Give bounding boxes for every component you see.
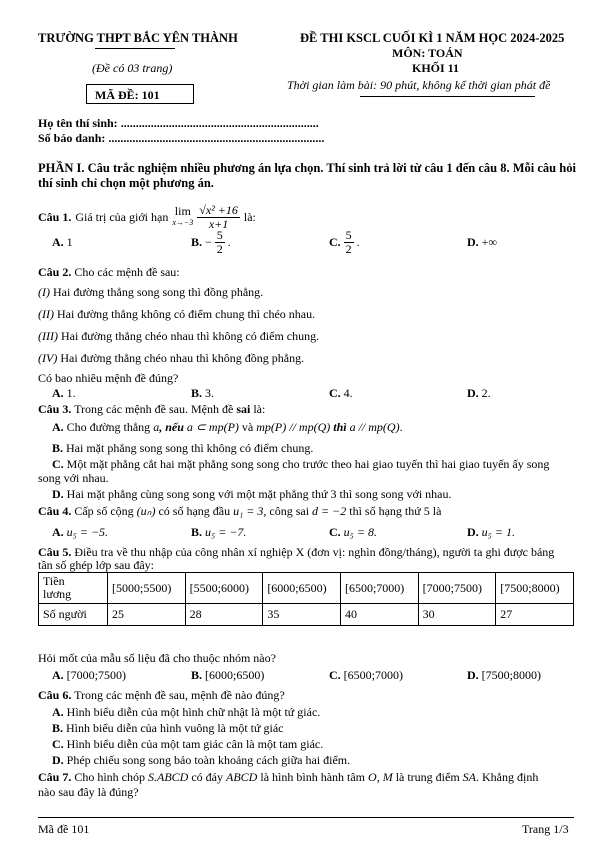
q2-option-c[interactable]: C. 4. [329,386,353,400]
q3-option-b[interactable]: B. Hai mặt phẳng song song thì không có điểm chung. [52,441,314,455]
q2-statement-4: (IV) Hai đường thẳng chéo nhau thì không đồng phẳng. [38,351,305,365]
q3-stem: Câu 3. Trong các mệnh đề sau. Mệnh đề sai là: [38,402,266,416]
candidate-id-row [38,131,324,146]
q4-stem: Câu 4. Cấp số cộng (uₙ) có số hạng đầu u₁ = 3, công sai d = −2 thì số hạng thứ 5 là [38,504,442,518]
q3-option-c-line2: song với nhau. [38,471,109,485]
table-cell: 35 [263,604,341,626]
q6-option-b[interactable]: B. Hình biểu diễn của hình vuông là một tứ giác [52,721,284,735]
q2-statement-2: (II) Hai đường thẳng không có điểm chung thì chéo nhau. [38,307,316,321]
q3-option-a[interactable]: A. Cho đường thẳng a, nếu a ⊂ mp(P) và mp(P) // mp(Q) thì a // mp(Q). [52,420,403,434]
table-cell: 40 [340,604,418,626]
q5-option-a[interactable]: A. [7000;7500) [52,668,126,682]
q5-stem-line2: tần số ghép lớp sau đây: [38,558,154,572]
footer-page-number: Trang 1/3 [522,822,569,836]
q1-text: Giá trị của giới hạn [75,209,169,224]
table-header-cell: Số người [39,604,108,626]
q2-statement-1: (I) Hai đường thẳng song song thì đồng phẳng. [38,285,264,299]
q4-option-d[interactable]: D. u₅ = 1. [467,525,515,539]
candidate-name-dots: .................................................................. [120,116,319,130]
table-cell: [7500;8000) [496,573,574,604]
table-row [39,604,574,626]
time-underline [360,96,535,97]
q6-option-a[interactable]: A. Hình biểu diễn của một hình chữ nhật là một tứ giác. [52,705,321,719]
q1-option-c[interactable]: C. $\frac{5}{2}$ . [329,228,360,256]
footer-rule [38,817,574,818]
q5-question: Hỏi mốt của mẫu số liệu đã cho thuộc nhóm nào? [38,651,276,665]
table-cell: [6500;7000) [340,573,418,604]
footer-exam-code: Mã đề 101 [38,822,90,836]
q1-limit: lim x→−3 [172,204,194,227]
q2-statement-3: (III) Hai đường thẳng chéo nhau thì không có điểm chung. [38,329,320,343]
table-cell: [5500;6000) [185,573,263,604]
q5-option-c[interactable]: C. [6500;7000) [329,668,403,682]
school-name: TRƯỜNG THPT BẮC YÊN THÀNH [38,31,238,45]
q1-tail: là: [243,209,256,224]
q5-option-b[interactable]: B. [6000;6500) [191,668,265,682]
q2-stem: Câu 2. Cho các mệnh đề sau: [38,265,180,279]
frequency-table [38,572,574,626]
table-header-cell: Tiền lương [39,573,108,604]
table-cell: [6000;6500) [263,573,341,604]
q1-label: Câu 1. [38,209,72,224]
q2-option-b[interactable]: B. 3. [191,386,215,400]
table-cell: 28 [185,604,263,626]
table-row [39,573,574,604]
part1-title: PHẦN I. Câu trắc nghiệm nhiều phương án lựa chọn. Thí sinh trả lời từ câu 1 đến câu 8. Mỗi câu hỏi [38,161,576,175]
q2-option-a[interactable]: A. 1. [52,386,76,400]
table-cell: 27 [496,604,574,626]
q1-fraction: $\frac{\text{√x² +16}}{x+1}$ [199,202,238,231]
table-cell: [5000;5500) [108,573,186,604]
part1-title-line2: thí sinh chỉ chọn một phương án. [38,176,214,190]
q4-option-b[interactable]: B. u₅ = −7. [191,525,247,539]
q6-option-d[interactable]: D. Phép chiếu song song bảo toàn khoảng cách giữa hai điểm. [52,753,351,767]
table-cell: [7000;7500) [418,573,496,604]
q3-option-c[interactable]: C. Một mặt phẳng cắt hai mặt phẳng song song cho trước theo hai giao tuyến thì hai giao tuyến ấy song [52,457,550,471]
q5-option-d[interactable]: D. [7500;8000) [467,668,541,682]
q1-option-d[interactable]: D. +∞ [467,235,497,249]
exam-code-box: MÃ ĐỀ: 101 [86,84,194,104]
table-cell: 30 [418,604,496,626]
q3-option-d[interactable]: D. Hai mặt phẳng cùng song song với một mặt phẳng thứ 3 thì song song với nhau. [52,487,452,501]
candidate-id-label: Số báo danh: [38,131,106,145]
q2-option-d[interactable]: D. 2. [467,386,491,400]
q2-question: Có bao nhiêu mệnh đề đúng? [38,371,179,385]
candidate-id-dots: ........................................................................ [108,131,325,145]
q4-option-c[interactable]: C. u₅ = 8. [329,525,377,539]
q7-stem-line2: nào sau đây là đúng? [38,785,139,799]
q1-option-a[interactable]: A. 1 [52,235,73,249]
school-underline [95,48,175,49]
time-note: Thời gian làm bài: 90 phút, không kể thời gian phát đề [287,78,551,92]
pages-note: (Đề có 03 trang) [92,61,173,75]
candidate-name-row [38,116,319,131]
table-cell: 25 [108,604,186,626]
subject: MÔN: TOÁN [392,46,463,60]
q4-option-a[interactable]: A. u₅ = −5. [52,525,109,539]
candidate-name-label: Họ tên thí sinh: [38,116,118,130]
q1-option-b[interactable]: B. − $\frac{5}{2}$ . [191,228,231,256]
grade: KHỐI 11 [412,61,460,75]
q7-stem: Câu 7. Cho hình chóp S.ABCD có đáy ABCD là hình bình hành tâm O, M là trung điểm SA. Khẳng định [38,770,539,784]
q6-stem: Câu 6. Trong các mệnh đề sau, mệnh đề nào đúng? [38,688,285,702]
q6-option-c[interactable]: C. Hình biểu diễn của một tam giác cân là một tam giác. [52,737,324,751]
exam-title: ĐỀ THI KSCL CUỐI KÌ 1 NĂM HỌC 2024-2025 [300,31,565,45]
q5-stem: Câu 5. Điều tra về thu nhập của công nhân xí nghiệp X (đơn vị: nghìn đồng/tháng), người ta ghi được bảng [38,545,555,559]
